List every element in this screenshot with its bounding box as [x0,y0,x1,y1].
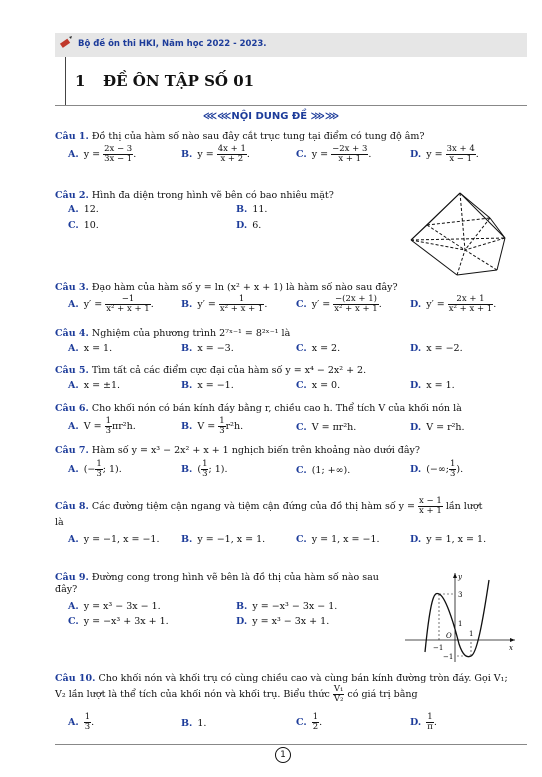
q2-option-d[interactable]: D. 6. [236,220,262,231]
q3-option-a[interactable]: A. y′ = $\frac{-1}{\text{x² + x + 1}}$ . [68,294,154,314]
q10-option-c[interactable]: C. $\frac{1}{2}$ . [296,712,323,732]
question-8-continued: là [55,517,64,528]
title-divider [65,57,66,105]
q1-option-d[interactable]: D. y = $\frac{3x + 4}{x - 1}$ . [410,144,479,164]
header-rule [55,105,527,106]
question-text: Đồ thị của hàm số nào sau đây cắt trục tung tại điểm có tung độ âm? [91,131,425,142]
y-tick-3: 3 [458,591,463,599]
cubic-graph-figure [403,570,518,665]
q7-option-d[interactable]: D. (−∞; $\frac{1}{3}$ ). [410,459,464,479]
question-5: Câu 5. Tìm tất cả các điểm cực đại của hàm số y = x⁴ − 2x² + 2. [55,365,367,376]
x-axis-label: x [509,644,513,652]
y-tick-1: 1 [458,620,463,628]
q8-option-a[interactable]: A. y = −1, x = −1. [68,534,160,545]
q6-option-b[interactable]: B. V = $\frac{1}{3}$ r²h. [181,416,244,436]
q5-option-b[interactable]: B. x = −1. [181,380,234,391]
q3-option-b[interactable]: B. y′ = $\frac{1}{\text{x² + x + 1}}$ . [181,294,268,314]
q2-option-a[interactable]: A. 12. [68,204,99,215]
page-title: ĐỀ ÔN TẬP SỐ 01 [103,72,255,90]
q3-option-c[interactable]: C. y′ = $\frac{-(2x + 1)}{\text{x² + x + 1}}$ . [296,294,382,314]
question-7: Câu 7. Hàm số y = x³ − 2x² + x + 1 nghịch biến trên khoảng nào dưới đây? [55,445,420,456]
q10-option-b[interactable]: B. 1. [181,718,207,729]
page-number: 1 [275,747,291,763]
q4-option-b[interactable]: B. x = −3. [181,343,234,354]
question-6: Câu 6. Cho khối nón có bán kính đáy bằng r, chiều cao h. Thể tích V của khối nón là [55,403,462,414]
question-8: Câu 8. Các đường tiệm cận ngang và tiệm cận đứng của đồ thị hàm số y = $\frac{x - 1}{x + 1}$ lần lượt [55,496,483,516]
polyhedron-figure [405,190,510,278]
q6-option-a[interactable]: A. V = $\frac{1}{3}$ πr²h. [68,416,136,436]
question-4: Câu 4. Nghiệm của phương trình 2⁷ˣ⁻¹ = 8²ˣ⁻¹ là [55,328,291,339]
series-title: Bộ đề ôn thi HKI, Năm học 2022 - 2023. [78,39,267,49]
pencil-icon [59,35,73,49]
q8-option-b[interactable]: B. y = −1, x = 1. [181,534,266,545]
q9-option-d[interactable]: D. y = x³ − 3x + 1. [236,616,330,627]
q1-option-c[interactable]: C. y = $\frac{-2x + 3}{x + 1}$ . [296,144,372,164]
q9-option-b[interactable]: B. y = −x³ − 3x − 1. [236,601,338,612]
q2-option-c[interactable]: C. 10. [68,220,99,231]
section-heading: ⋘⋘NỘI DUNG ĐỀ ⋙⋙ [202,111,340,122]
q9-option-a[interactable]: A. y = x³ − 3x − 1. [68,601,161,612]
q10-option-d[interactable]: D. $\frac{1}{\pi}$ . [410,712,437,732]
y-tick-neg1: −1 [443,653,454,661]
q9-option-c[interactable]: C. y = −x³ + 3x + 1. [68,616,169,627]
q5-option-d[interactable]: D. x = 1. [410,380,455,391]
q8-option-d[interactable]: D. y = 1, x = 1. [410,534,487,545]
origin-label: O [446,632,452,640]
x-tick-1: 1 [469,630,474,638]
q4-option-d[interactable]: D. x = −2. [410,343,463,354]
q1-option-b[interactable]: B. y = $\frac{4x + 1}{x + 2}$ . [181,144,250,164]
q5-option-c[interactable]: C. x = 0. [296,380,341,391]
question-1: Câu 1. Đồ thị của hàm số nào sau đây cắt trục tung tại điểm có tung độ âm? [55,131,425,142]
q8-option-c[interactable]: C. y = 1, x = −1. [296,534,380,545]
q6-option-c[interactable]: C. V = πr²h. [296,422,357,433]
q4-option-c[interactable]: C. x = 2. [296,343,341,354]
x-tick-neg1: −1 [433,644,444,652]
q10-option-a[interactable]: A. $\frac{1}{3}$ . [68,712,95,732]
q5-option-a[interactable]: A. x = ±1. [68,380,121,391]
q3-option-d[interactable]: D. y′ = $\frac{2x + 1}{\text{x² + x + 1}}$ . [410,294,497,314]
question-2: Câu 2. Hình đa diện trong hình vẽ bên có bao nhiêu mặt? [55,190,334,201]
q7-option-a[interactable]: A. (− $\frac{1}{3}$ ; 1). [68,459,122,479]
question-9: Câu 9. Đường cong trong hình vẽ bên là đồ thị của hàm số nào sau đây? [55,572,379,595]
y-axis-label: y [458,573,462,581]
q4-option-a[interactable]: A. x = 1. [68,343,113,354]
question-10: Câu 10. Cho khối nón và khối trụ có cùng chiều cao và cùng bán kính đường tròn đáy. Gọi V₁; [55,673,508,684]
q7-option-b[interactable]: B. ( $\frac{1}{3}$ ; 1). [181,459,228,479]
q7-option-c[interactable]: C. (1; +∞). [296,465,351,476]
q2-option-b[interactable]: B. 11. [236,204,268,215]
section-number: 1 [75,72,86,90]
q1-option-a[interactable]: A. y = $\frac{2x - 3}{3x - 1}$ . [68,144,137,164]
q6-option-d[interactable]: D. V = r²h. [410,422,465,433]
question-3: Câu 3. Đạo hàm của hàm số y = ln (x² + x + 1) là hàm số nào sau đây? [55,282,398,293]
footer-rule [55,744,527,745]
question-10-continued: V₂ lần lượt là thể tích của khối nón và khối trụ. Biểu thức $\frac{\text{V₁}}{\text{V₂}}$ có giá trị bằng [55,684,418,704]
